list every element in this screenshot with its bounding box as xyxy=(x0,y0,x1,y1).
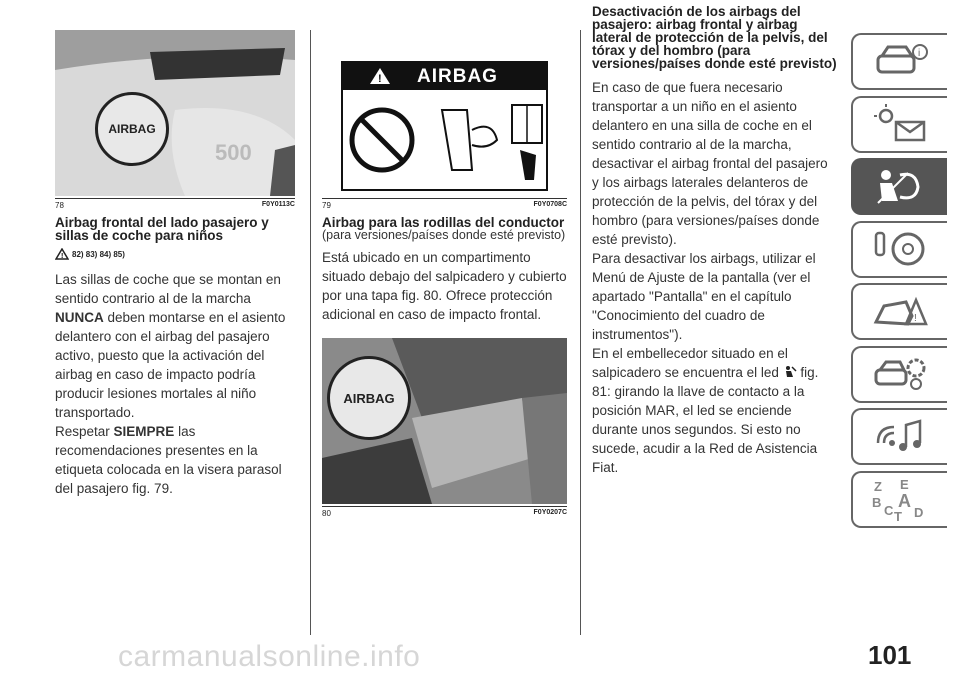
index-letter: C xyxy=(884,503,894,518)
warning-triangle-icon xyxy=(55,248,69,260)
tab-emergency[interactable] xyxy=(851,283,947,340)
paragraph xyxy=(592,344,838,477)
starting-driving-icon xyxy=(872,229,928,269)
airbag-label-title xyxy=(417,66,498,88)
brand-logo xyxy=(215,140,252,166)
column-divider xyxy=(310,30,311,635)
paragraph-text: las recomendaciones presentes en la etiqueta colocada en la visera parasol del pasajero fig. 79. xyxy=(55,424,282,496)
figure-caption xyxy=(55,198,295,210)
emphasis: NUNCA xyxy=(55,310,104,325)
paragraph-text: deben montarse en el asiento delantero con el airbag del pasajero activo, puesto que la activación del airbag en caso de impacto podría producir lesiones mortales al niño transportado. xyxy=(55,310,286,420)
tab-multimedia[interactable] xyxy=(851,408,947,465)
warning-references xyxy=(55,248,295,260)
index-letter: E xyxy=(900,477,909,492)
paragraph-text: Las sillas de coche que se montan en sentido contrario al de la marcha xyxy=(55,272,281,306)
car-info-icon xyxy=(872,42,928,82)
column-1 xyxy=(55,30,295,498)
figure-80-knee-airbag-photo xyxy=(322,338,567,504)
airbag-badge xyxy=(95,92,169,166)
figure-code: F0Y0113C xyxy=(261,201,295,208)
safety-airbag-icon xyxy=(872,167,928,207)
tab-safety[interactable] xyxy=(851,158,947,215)
page-number: 101 xyxy=(868,640,912,670)
index-letter: T xyxy=(894,509,902,521)
paragraph: Está ubicado en un compartimento situado debajo del salpicadero y cubierto por una tapa fig. 80. Ofrece protección adicional en caso de impacto frontal. xyxy=(322,250,567,322)
paragraph xyxy=(55,422,295,498)
paragraph: Para desactivar los airbags, utilizar el Menú de Ajuste de la pantalla (ver el apartado "Pantalla" en el capítulo "Conocimiento del cuadro de instrumentos"). xyxy=(592,251,816,342)
tab-starting-driving[interactable] xyxy=(851,221,947,278)
figure-number: 79 xyxy=(322,201,331,210)
warning-references-text: 82) 83) 84) 85) xyxy=(72,249,125,259)
figure-code: F0Y0207C xyxy=(533,509,567,516)
figure-code: F0Y0708C xyxy=(533,201,567,208)
column-3 xyxy=(592,5,838,477)
paragraph: En caso de que fuera necesario transportar a un niño en el asiento delantero en una silla de coche en el sentido contrario al de la marcha, desactivar el airbag frontal del pasajero y los airbags laterales delanteros de protección de la pelvis, del tórax y del hombro (para versiones/países donde esté previsto). xyxy=(592,80,828,247)
tab-warning-lights[interactable] xyxy=(851,96,947,153)
svg-text:!: ! xyxy=(378,73,382,85)
column-2 xyxy=(322,30,567,518)
airbag-badge-text: AIRBAG xyxy=(343,390,395,406)
airbag-label-title-text: AIRBAG xyxy=(417,66,498,87)
chapter-tabs xyxy=(851,33,947,533)
section-subheading: (para versiones/países donde esté previsto) xyxy=(322,228,566,242)
svg-text:!: ! xyxy=(914,312,917,324)
figure-79-airbag-label xyxy=(322,30,567,196)
watermark: carmanualsonline.info xyxy=(118,640,421,673)
tab-car-info[interactable] xyxy=(851,33,947,90)
section-heading: Airbag frontal del lado pasajero y sillas de coche para niños xyxy=(55,215,269,243)
index-letter: Z xyxy=(874,479,882,494)
figure-number: 80 xyxy=(322,509,331,518)
paragraph xyxy=(55,270,295,422)
warning-lights-icon xyxy=(872,104,928,144)
brand-logo-text: 500 xyxy=(215,140,252,165)
section-heading: Desactivación de los airbags del pasajero: airbag frontal y airbag lateral de protección de la pelvis, del tórax y del hombro (para versiones/países donde esté previsto) xyxy=(592,4,837,71)
paragraph-text: En el embellecedor situado en el salpicadero se encuentra el led xyxy=(592,346,788,380)
airbag-warning-label xyxy=(322,30,567,196)
section-heading: Airbag para las rodillas del conductor xyxy=(322,215,565,230)
svg-text:!: ! xyxy=(61,253,64,260)
dashboard-illustration xyxy=(55,30,295,196)
column-divider xyxy=(580,30,581,635)
airbag-badge-text: AIRBAG xyxy=(108,122,156,136)
figure-caption xyxy=(322,506,567,518)
index-letter: A xyxy=(898,491,911,511)
passenger-airbag-off-icon xyxy=(783,365,797,379)
index-letter: D xyxy=(914,505,924,520)
index-icon xyxy=(870,477,930,521)
airbag-badge xyxy=(327,356,411,440)
figure-caption xyxy=(322,198,567,210)
emphasis: SIEMPRE xyxy=(113,424,175,439)
emergency-icon xyxy=(872,292,928,332)
tab-index[interactable] xyxy=(851,471,947,528)
index-letter: B xyxy=(872,495,882,510)
figure-78-dashboard-photo xyxy=(55,30,295,196)
svg-text:i: i xyxy=(918,47,921,59)
figure-number: 78 xyxy=(55,201,64,210)
paragraph-text: Respetar xyxy=(55,424,110,439)
multimedia-icon xyxy=(872,417,928,457)
tab-maintenance[interactable] xyxy=(851,346,947,403)
paragraph-text: fig. 81: girando la llave de contacto a la posición MAR, el led se enciende durante unos segundos. Si esto no sucede, acudir a la Red de Asistencia Fiat. xyxy=(592,365,819,475)
maintenance-icon xyxy=(872,354,928,394)
